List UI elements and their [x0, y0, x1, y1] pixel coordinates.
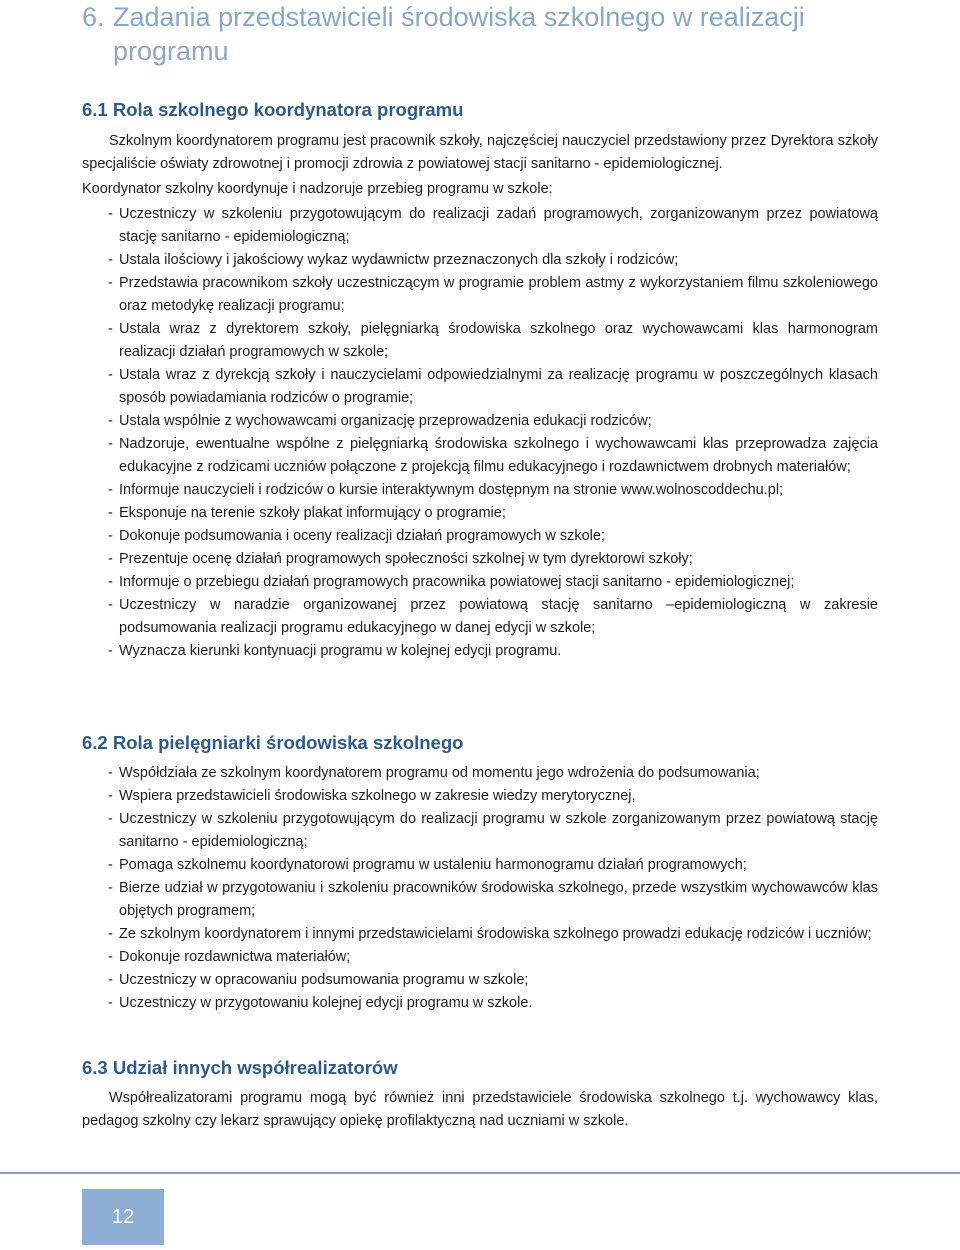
list-item: - Pomaga szkolnemu koordynatorowi programu w ustaleniu harmonogramu działań programowych; [108, 854, 878, 877]
list-item: - Uczestniczy w szkoleniu przygotowującym do realizacji programu w szkole zorganizowanym przez powiatową stację sanitarno - epidemiologiczną; [108, 808, 878, 854]
list-item: - Przedstawia pracownikom szkoły uczestniczącym w programie problem astmy z wykorzystaniem filmu szkoleniowego oraz metodykę realizacji programu; [108, 272, 878, 318]
chapter-title-text: Zadania przedstawicieli środowiska szkolnego w realizacji programu [113, 2, 805, 66]
list-item: - Ustala wspólnie z wychowawcami organizację przeprowadzenia edukacji rodziców; [108, 410, 878, 433]
list-item: - Bierze udział w przygotowaniu i szkoleniu pracowników środowiska szkolnego, przede wszystkim wychowawców klas objętych programem; [108, 877, 878, 923]
nurse-task-list [108, 762, 878, 1015]
footer-divider [0, 1172, 960, 1174]
chapter-number: 6. [82, 2, 105, 32]
chapter-title [82, 0, 882, 68]
section-heading-co-implementers: 6.3 Udział innych współrealizatorów [82, 1057, 398, 1078]
coordinator-intro-paragraph: Szkolnym koordynatorem programu jest pracownik szkoły, najczęściej nauczyciel przedstawiony przez Dyrektora szkoły specjaliście oświaty zdrowotnej i promocji zdrowia z powiatowej stacji sanitarno - epidemiologicznej. [82, 133, 878, 172]
coordinator-lead-paragraph: Koordynator szkolny koordynuje i nadzoruje przebieg programu w szkole: [82, 181, 553, 197]
list-item: - Uczestniczy w opracowaniu podsumowania programu w szkole; [108, 969, 878, 992]
list-item: - Wspiera przedstawicieli środowiska szkolnego w zakresie wiedzy merytorycznej, [108, 785, 878, 808]
list-item: - Ustala wraz z dyrekcją szkoły i nauczycielami odpowiedzialnymi za realizację programu w poszczególnych klasach sposób powiadamiania rodziców o programie; [108, 364, 878, 410]
list-item: - Dokonuje podsumowania i oceny realizacji działań programowych w szkole; [108, 525, 878, 548]
co-implementers-paragraph: Współrealizatorami programu mogą być również inni przedstawiciele środowiska szkolnego t.j. wychowawcy klas, pedagog szkolny czy lekarz sprawujący opiekę profilaktyczną nad uczniami w szkole. [82, 1090, 878, 1129]
list-item: - Informuje o przebiegu działań programowych pracownika powiatowej stacji sanitarno - epidemiologicznej; [108, 571, 878, 594]
list-item: - Dokonuje rozdawnictwa materiałów; [108, 946, 878, 969]
list-item: - Uczestniczy w naradzie organizowanej przez powiatową stację sanitarno –epidemiologiczną w zakresie podsumowania realizacji programu edukacyjnego w danej edycji w szkole; [108, 594, 878, 640]
coordinator-task-list [108, 203, 878, 663]
list-item: - Prezentuje ocenę działań programowych społeczności szkolnej w tym dyrektorowi szkoły; [108, 548, 878, 571]
list-item: - Ze szkolnym koordynatorem i innymi przedstawicielami środowiska szkolnego prowadzi edukację rodziców i uczniów; [108, 923, 878, 946]
list-item: - Uczestniczy w szkoleniu przygotowującym do realizacji zadań programowych, zorganizowanym przez powiatową stację sanitarno - epidemiologiczną; [108, 203, 878, 249]
list-item: - Uczestniczy w przygotowaniu kolejnej edycji programu w szkole. [108, 992, 878, 1015]
section-heading-nurse: 6.2 Rola pielęgniarki środowiska szkolnego [82, 732, 464, 753]
list-item: - Ustala wraz z dyrektorem szkoły, pielęgniarką środowiska szkolnego oraz wychowawcami klas harmonogram realizacji działań programowych w szkole; [108, 318, 878, 364]
list-item: - Ustala ilościowy i jakościowy wykaz wydawnictw przeznaczonych dla szkoły i rodziców; [108, 249, 878, 272]
list-item: - Informuje nauczycieli i rodziców o kursie interaktywnym dostępnym na stronie www.wolnoscoddechu.pl; [108, 479, 878, 502]
list-item: - Wyznacza kierunki kontynuacji programu w kolejnej edycji programu. [108, 640, 878, 663]
section-heading-coordinator: 6.1 Rola szkolnego koordynatora programu [82, 99, 464, 120]
page-number-box: 12 [82, 1189, 164, 1245]
list-item: - Współdziała ze szkolnym koordynatorem programu od momentu jego wdrożenia do podsumowania; [108, 762, 878, 785]
list-item: - Nadzoruje, ewentualne wspólne z pielęgniarką środowiska szkolnego i wychowawcami klas przeprowadza zajęcia edukacyjne z rodzicami uczniów połączone z projekcją filmu edukacyjnego i rozdawnictwem drobnych materiałów; [108, 433, 878, 479]
list-item: - Eksponuje na terenie szkoły plakat informujący o programie; [108, 502, 878, 525]
